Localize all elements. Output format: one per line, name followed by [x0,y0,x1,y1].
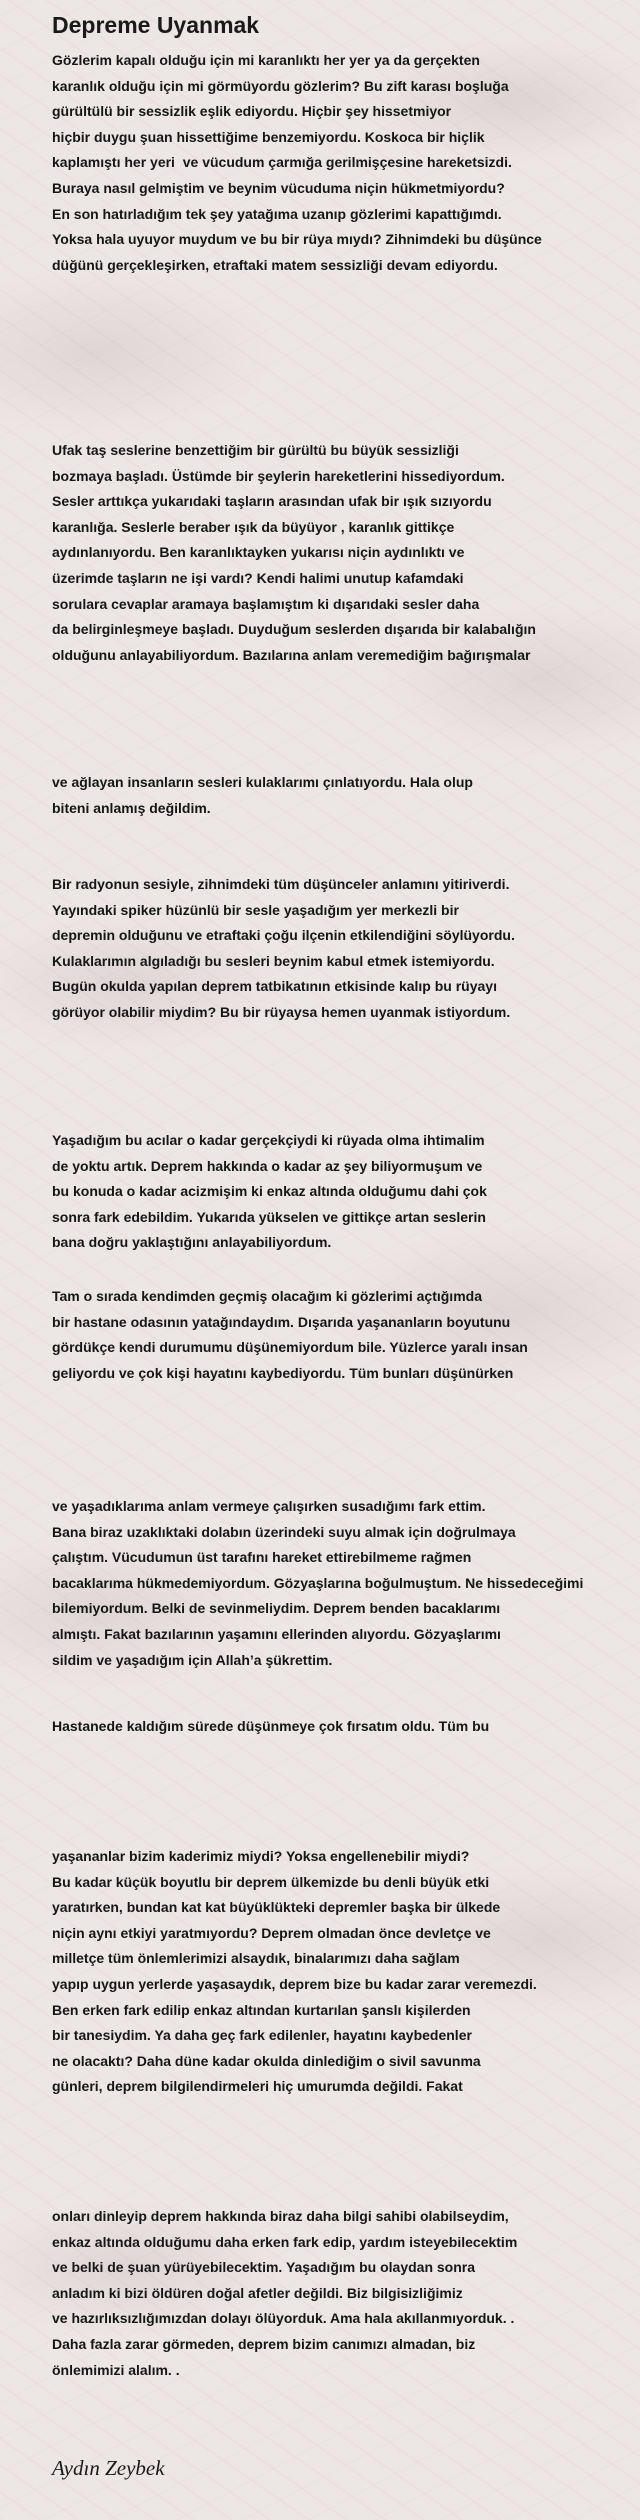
poem-stanza-5: Yaşadığım bu acılar o kadar gerçekçiydi ki rüyada olma ihtimalim de yoktu artık. Deprem hakkında o kadar az şey biliyormuşum ve bu konuda o kadar acizmişim ki enkaz altında olduğumu dahi çok sonra fark edebildim. Yukarıda yükselen ve gittikçe artan seslerin bana doğru yaklaştığını anlayabiliyordum. [52,1132,487,1251]
poem-stanza-7: ve yaşadıklarıma anlam vermeye çalışırken susadığımı fark ettim. Bana biraz uzaklıktaki dolabın üzerindeki suyu almak için doğrulmaya çalıştım. Vücudumun üst tarafını hareket ettirebilmeme rağmen bacaklarıma hükmedemiyordum. Gözyaşlarına boğulmuştum. Ne hissedeceğimi bilemiyordum. Belki de sevinmeliydim. Deprem benden bacaklarımı almıştı. Fakat bazılarının yaşamını ellerinden alıyordu. Gözyaşlarımı sildim ve yaşadığım için Allah’a şükrettim. [52,1498,584,1668]
poem-stanza-9: yaşananlar bizim kaderimiz miydi? Yoksa engellenebilir miydi? Bu kadar küçük boyutlu bir deprem ülkemizde bu denli büyük etki yaratırken, bundan kat kat büyüklükteki depremler başka bir ülkede niçin aynı etkiyi yaratmıyordu? Deprem olmadan önce devletçe ve milletçe tüm önlemlerimizi alsaydık, binalarımızı daha sağlam yapıp uygun yerlerde yaşasaydık, deprem bize bu kadar zarar veremezdi. Ben erken fark edilip enkaz altından kurtarılan şanslı kişilerden bir tanesiydim. Ya daha geç fark edilenler, hayatını kaybedenler ne olacaktı? Daha düne kadar okulda dinlediğim o sivil savunma günleri, deprem bilgilendirmeleri hiç umurumda değildi. Fakat [52,1848,537,2095]
poem-stanza-1: Gözlerim kapalı olduğu için mi karanlıktı her yer ya da gerçekten karanlık olduğu için mi görmüyordu gözlerim? Bu zift karası boşluğa gürültülü bir sessizlik eşlik ediyordu. Hiçbir şey hissetmiyor hiçbir duygu şuan hissettiğime benzemiyordu. Koskoca bir hiçlik kaplamıştı her yeri ve vücudum çarmığa gerilmişçesine hareketsizdi. Buraya nasıl gelmiştim ve beynim vücuduma niçin hükmetmiyordu? En son hatırladığım tek şey yatağıma uzanıp gözlerimi kapattığımdı. Yoksa hala uyuyor muydum ve bu bir rüya mıydı? Zihnimdeki bu düşünce düğünü gerçekleşirken, etraftaki matem sessizliği devam ediyordu. [52,52,542,273]
poem-stanza-3: ve ağlayan insanların sesleri kulaklarımı çınlatıyordu. Hala olup biteni anlamış değildim. [52,774,473,816]
author-signature: Aydın Zeybek [52,2456,165,2480]
poem-stanza-6: Tam o sırada kendimden geçmiş olacağım ki gözlerimi açtığımda bir hastane odasının yatağındaydım. Dışarıda yaşananların boyutunu gördükçe kendi durumumu düşünemiyordum bile. Yüzlerce yaralı insan geliyordu ve çok kişi hayatını kaybediyordu. Tüm bunları düşünürken [52,1288,528,1381]
poem-title: Depreme Uyanmak [52,12,260,38]
poem-stanza-10: onları dinleyip deprem hakkında biraz daha bilgi sahibi olabilseydim, enkaz altında olduğumu daha erken fark edip, yardım isteyebilecektim ve belki de şuan yürüyebilecektim. Yaşadığım bu olaydan sonra anladım ki bizi öldüren doğal afetler değildi. Biz bilgisizliğimiz ve hazırlıksızlığımızdan dolayı ölüyorduk. Ama hala akıllanmıyorduk. . Daha fazla zarar görmeden, deprem bizim canımızı almadan, biz önlemimizi alalım. . [52,2208,518,2378]
poem-stanza-2: Ufak taş seslerine benzettiğim bir gürültü bu büyük sessizliği bozmaya başladı. Üstümde bir şeylerin hareketlerini hissediyordum. Sesler arttıkça yukarıdaki taşların arasından ufak bir ışık sızıyordu karanlığa. Seslerle beraber ışık da büyüyor , karanlık gittikçe aydınlanıyordu. Ben karanlıktayken yukarısı niçin aydınlıktı ve üzerimde taşların ne işi vardı? Kendi halimi unutup kafamdaki sorulara cevaplar aramaya başlamıştım ki dışarıdaki sesler daha da belirginleşmeye başladı. Duyduğum seslerden dışarıda bir kalabalığın olduğunu anlayabiliyordum. Bazılarına anlam veremediğim bağırışmalar [52,442,536,663]
poem-stanza-8: Hastanede kaldığım sürede düşünmeye çok fırsatım oldu. Tüm bu [52,1718,490,1734]
poem-stanza-4: Bir radyonun sesiyle, zihnimdeki tüm düşünceler anlamını yitiriverdi. Yayındaki spiker hüzünlü bir sesle yaşadığım yer merkezli bir depremin olduğunu ve etraftaki çoğu ilçenin etkilendiğini söylüyordu. Kulaklarımın algıladığı bu sesleri beynim kabul etmek istemiyordu. Bugün okulda yapılan deprem tatbikatının etkisinde kalıp bu rüyayı görüyor olabilir miydim? Bu bir rüyaysa hemen uyanmak istiyordum. [52,876,515,1020]
